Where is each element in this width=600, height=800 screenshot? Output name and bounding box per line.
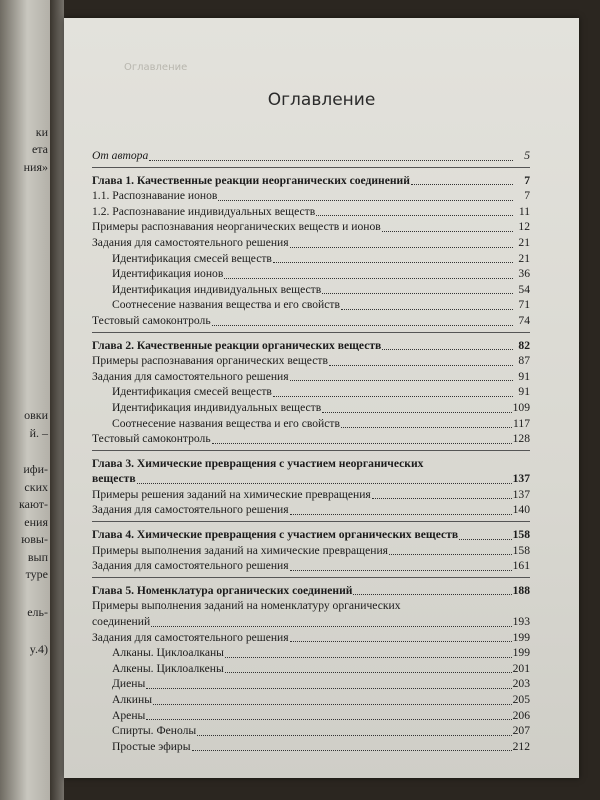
toc-entry-label: Тестовый самоконтроль: [92, 432, 211, 446]
toc-entry: [92, 188, 530, 204]
toc-entry: [92, 251, 530, 267]
toc-chapter-entry: [92, 173, 530, 189]
toc-entry: [92, 282, 530, 298]
toc-entry-label: Диены: [112, 677, 146, 691]
toc-page-number: 193: [512, 615, 530, 629]
dot-leader: [316, 214, 513, 216]
toc-entry-label: Алкены. Циклоалкены: [112, 661, 224, 675]
dot-leader: [382, 230, 513, 232]
dot-leader: [329, 364, 513, 366]
toc-entry: [92, 502, 530, 518]
toc-entry-label: Соотнесение названия вещества и его свойств: [112, 298, 340, 312]
dot-leader: [225, 671, 512, 673]
left-page-fragment: ния»: [23, 160, 48, 174]
dot-leader: [290, 640, 512, 642]
dot-leader: [146, 687, 511, 689]
toc-entry-label: Идентификация индивидуальных веществ: [112, 282, 322, 296]
toc-entry-label: Идентификация смесей веществ: [112, 385, 272, 399]
toc-page-number: 212: [512, 739, 530, 753]
toc-entry: [92, 739, 530, 755]
toc-chapter-entry: [92, 527, 530, 543]
toc-entry-label: Примеры распознавания неорганических веществ и ионов: [92, 220, 381, 234]
toc-entry-label: Глава 4. Химические превращения с участием органических веществ: [92, 528, 459, 542]
toc-entry-label: 1.2. Распознавание индивидуальных веществ: [92, 204, 316, 218]
dot-leader: [353, 593, 511, 595]
toc-entry-label: Тестовый самоконтроль: [92, 313, 211, 327]
left-page-fragment: кают-: [18, 497, 48, 511]
dot-leader: [146, 718, 511, 720]
table-of-contents: [92, 148, 530, 754]
dot-leader: [411, 183, 513, 185]
toc-page-number: 158: [512, 543, 530, 557]
section-divider: [92, 332, 530, 333]
toc-chapter-entry: [92, 456, 530, 487]
toc-page-number: 205: [512, 693, 530, 706]
toc-entry-label: Алканы. Циклоалканы: [112, 646, 224, 660]
toc-page-number: 12: [518, 220, 530, 234]
section-divider: [92, 577, 530, 578]
toc-entry-label: От автора: [92, 149, 149, 162]
left-page-edge: [0, 0, 50, 800]
dot-leader: [372, 497, 512, 499]
toc-entry-label-continued: соединений: [92, 615, 151, 629]
toc-page-number: 199: [512, 646, 530, 660]
section-divider: [92, 450, 530, 451]
toc-page-number: 137: [512, 487, 530, 501]
toc-entry: [92, 645, 530, 661]
dot-leader: [341, 308, 513, 310]
toc-entry: [92, 708, 530, 724]
toc-entry-label: 1.1. Распознавание ионов: [92, 189, 218, 203]
toc-page-number: 7: [524, 189, 530, 203]
toc-entry-label: Глава 5. Номенклатура органических соединений: [92, 583, 353, 597]
toc-entry-label: Задания для самостоятельного решения: [92, 503, 289, 517]
dot-leader: [382, 348, 513, 350]
toc-entry: [92, 676, 530, 692]
toc-page-number: 7: [524, 173, 530, 187]
left-page-fragment: ки: [35, 125, 48, 139]
dot-leader: [137, 482, 512, 484]
toc-entry-label: Спирты. Фенолы: [112, 724, 197, 738]
toc-entry-label: Глава 3. Химические превращения с участием неорганических: [92, 456, 424, 470]
toc-entry-label-continued: веществ: [92, 472, 136, 486]
toc-entry-label: Задания для самостоятельного решения: [92, 559, 289, 573]
toc-entry-label: Идентификация смесей веществ: [112, 251, 272, 265]
dot-leader: [389, 553, 512, 555]
toc-entry: [92, 661, 530, 677]
dot-leader: [322, 292, 513, 294]
toc-page-number: 161: [512, 559, 530, 573]
toc-entry: [92, 723, 530, 739]
toc-page-number: 207: [512, 724, 530, 738]
book-gutter: [50, 0, 64, 800]
dot-leader: [153, 703, 512, 705]
dot-leader: [224, 277, 513, 279]
toc-entry: [92, 353, 530, 369]
dot-leader: [459, 538, 512, 540]
toc-entry-label: Идентификация индивидуальных веществ: [112, 400, 322, 414]
left-page-fragment: туре: [25, 567, 48, 581]
left-page-fragment: ских: [24, 480, 48, 494]
toc-entry: [92, 400, 530, 416]
toc-entry: [92, 297, 530, 313]
toc-entry: [92, 630, 530, 646]
left-page-fragment: й. –: [29, 426, 48, 440]
toc-page-number: 36: [518, 267, 530, 281]
toc-entry-label: Алкины: [112, 693, 152, 706]
toc-page-number: 128: [512, 432, 530, 446]
toc-entry: [92, 558, 530, 574]
dot-leader: [192, 749, 512, 751]
toc-entry: [92, 369, 530, 385]
left-page-fragment: ета: [31, 142, 48, 156]
left-page-fragment: ювы-: [21, 532, 48, 546]
left-page-fragment: вып: [27, 550, 48, 564]
toc-entry-label: Глава 2. Качественные реакции органических веществ: [92, 338, 382, 352]
toc-entry-label: Примеры выполнения заданий на номенклатуру органических: [92, 599, 401, 613]
toc-chapter-entry: [92, 338, 530, 354]
toc-entry-label: Простые эфиры: [112, 739, 191, 753]
toc-entry: [92, 487, 530, 503]
left-page-fragment: ения: [24, 515, 48, 529]
toc-page-number: 109: [512, 400, 530, 414]
dot-leader: [273, 395, 513, 397]
toc-entry-label: Глава 1. Качественные реакции неорганических соединений: [92, 173, 410, 187]
toc-page-number: 21: [518, 251, 530, 265]
toc-entry-label: Задания для самостоятельного решения: [92, 369, 289, 383]
toc-page-number: 21: [518, 235, 530, 249]
toc-page-number: 71: [518, 298, 530, 312]
toc-entry: [92, 266, 530, 282]
toc-chapter-entry: [92, 583, 530, 599]
dot-leader: [290, 379, 513, 381]
toc-page-number: 158: [512, 528, 530, 542]
toc-entry-label: Примеры выполнения заданий на химические превращения: [92, 543, 388, 557]
dot-leader: [341, 426, 512, 428]
toc-entry: [92, 384, 530, 400]
toc-page-number: 5: [524, 149, 530, 162]
toc-entry-label: Задания для самостоятельного решения: [92, 235, 289, 249]
toc-entry: [92, 235, 530, 251]
toc-entry: [92, 219, 530, 235]
toc-page-number: 188: [512, 583, 530, 597]
left-page-fragment: ель-: [27, 605, 48, 619]
toc-entry-label: Примеры распознавания органических веществ: [92, 354, 328, 368]
toc-entry-label: Идентификация ионов: [112, 267, 224, 281]
toc-entry: [92, 204, 530, 220]
section-divider: [92, 167, 530, 168]
toc-page-number: 199: [512, 630, 530, 644]
toc-page-number: 11: [518, 204, 530, 218]
dot-leader: [218, 199, 513, 201]
toc-page-number: 87: [518, 354, 530, 368]
toc-page-number: 137: [512, 472, 530, 486]
toc-page-number: 91: [518, 385, 530, 399]
book-page: [64, 18, 579, 778]
toc-entry: [92, 692, 530, 708]
dot-leader: [273, 261, 513, 263]
toc-entry-label: Задания для самостоятельного решения: [92, 630, 289, 644]
toc-page-number: 203: [512, 677, 530, 691]
page-title: Оглавление: [267, 90, 376, 110]
dot-leader: [212, 442, 512, 444]
toc-entry: [92, 313, 530, 329]
section-divider: [92, 521, 530, 522]
toc-page-number: 91: [518, 369, 530, 383]
toc-entry: [92, 431, 530, 447]
dot-leader: [151, 625, 511, 627]
toc-entry-label: Соотнесение названия вещества и его свойств: [112, 416, 340, 430]
dot-leader: [290, 569, 512, 571]
left-page-fragment: ифи-: [23, 462, 48, 476]
toc-entry: [92, 416, 530, 432]
dot-leader: [322, 411, 511, 413]
dot-leader: [197, 734, 511, 736]
toc-entry: [92, 543, 530, 559]
toc-page-number: 201: [512, 661, 530, 675]
toc-entry-label: Примеры решения заданий на химические превращения: [92, 487, 371, 501]
toc-page-number: 54: [518, 282, 530, 296]
dot-leader: [290, 513, 512, 515]
toc-page-number: 140: [512, 503, 530, 517]
toc-page-number: 206: [512, 708, 530, 722]
dot-leader: [149, 159, 513, 161]
toc-page-number: 74: [518, 313, 530, 327]
toc-page-number: 82: [518, 338, 530, 352]
toc-page-number: 117: [513, 416, 530, 430]
toc-entry-label: Арены: [112, 708, 146, 722]
left-page-fragment: овки: [24, 408, 48, 422]
dot-leader: [225, 656, 512, 658]
toc-entry: [92, 598, 530, 629]
header-ghost-text: Оглавление: [124, 62, 188, 73]
dot-leader: [290, 246, 513, 248]
left-page-fragment: y.4): [29, 642, 48, 656]
dot-leader: [212, 324, 513, 326]
toc-entry: [92, 148, 530, 164]
